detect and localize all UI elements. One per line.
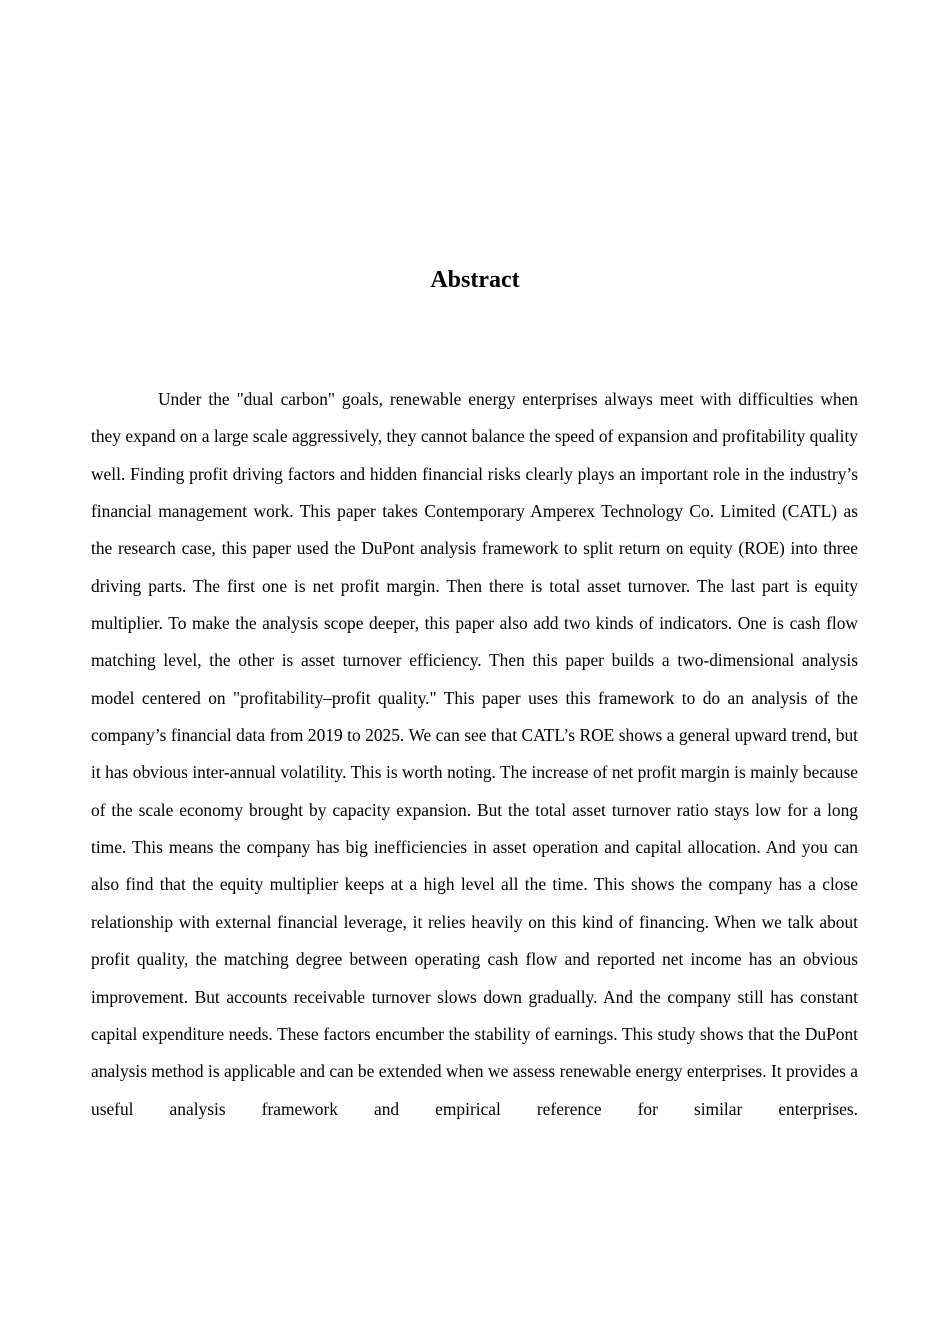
abstract-heading: Abstract <box>430 267 520 293</box>
abstract-paragraph: Under the "dual carbon" goals, renewable energy enterprises always meet with difficulties when they expand on a large scale aggressively, they cannot balance the speed of expansion and profitability quality well. Finding profit driving factors and hidden financial risks clearly plays an important role in the industry’s financial management work. This paper takes Contemporary Amperex Technology Co. Limited (CATL) as the research case, this paper used the DuPont analysis framework to split return on equity (ROE) into three driving parts. The first one is net profit margin. Then there is total asset turnover. The last part is equity multiplier. To make the analysis scope deeper, this paper also add two kinds of indicators. One is cash flow matching level, the other is asset turnover efficiency. Then this paper builds a two-dimensional analysis model centered on "profitability–profit quality." This paper uses this framework to do an analysis of the company’s financial data from 2019 to 2025. We can see that CATL’s ROE shows a general upward trend, but it has obvious inter-annual volatility. This is worth noting. The increase of net profit margin is mainly because of the scale economy brought by capacity expansion. But the total asset turnover ratio stays low for a long time. This means the company has big inefficiencies in asset operation and capital allocation. And you can also find that the equity multiplier keeps at a high level all the time. This shows the company has a close relationship with external financial leverage, it relies heavily on this kind of financing. When we talk about profit quality, the matching degree between operating cash flow and reported net income has an obvious improvement. But accounts receivable turnover slows down gradually. And the company still has constant capital expenditure needs. These factors encumber the stability of earnings. This study shows that the DuPont analysis method is applicable and can be extended when we assess renewable energy enterprises. It provides a useful analysis framework and empirical reference for similar enterprises. <box>91 389 858 1119</box>
